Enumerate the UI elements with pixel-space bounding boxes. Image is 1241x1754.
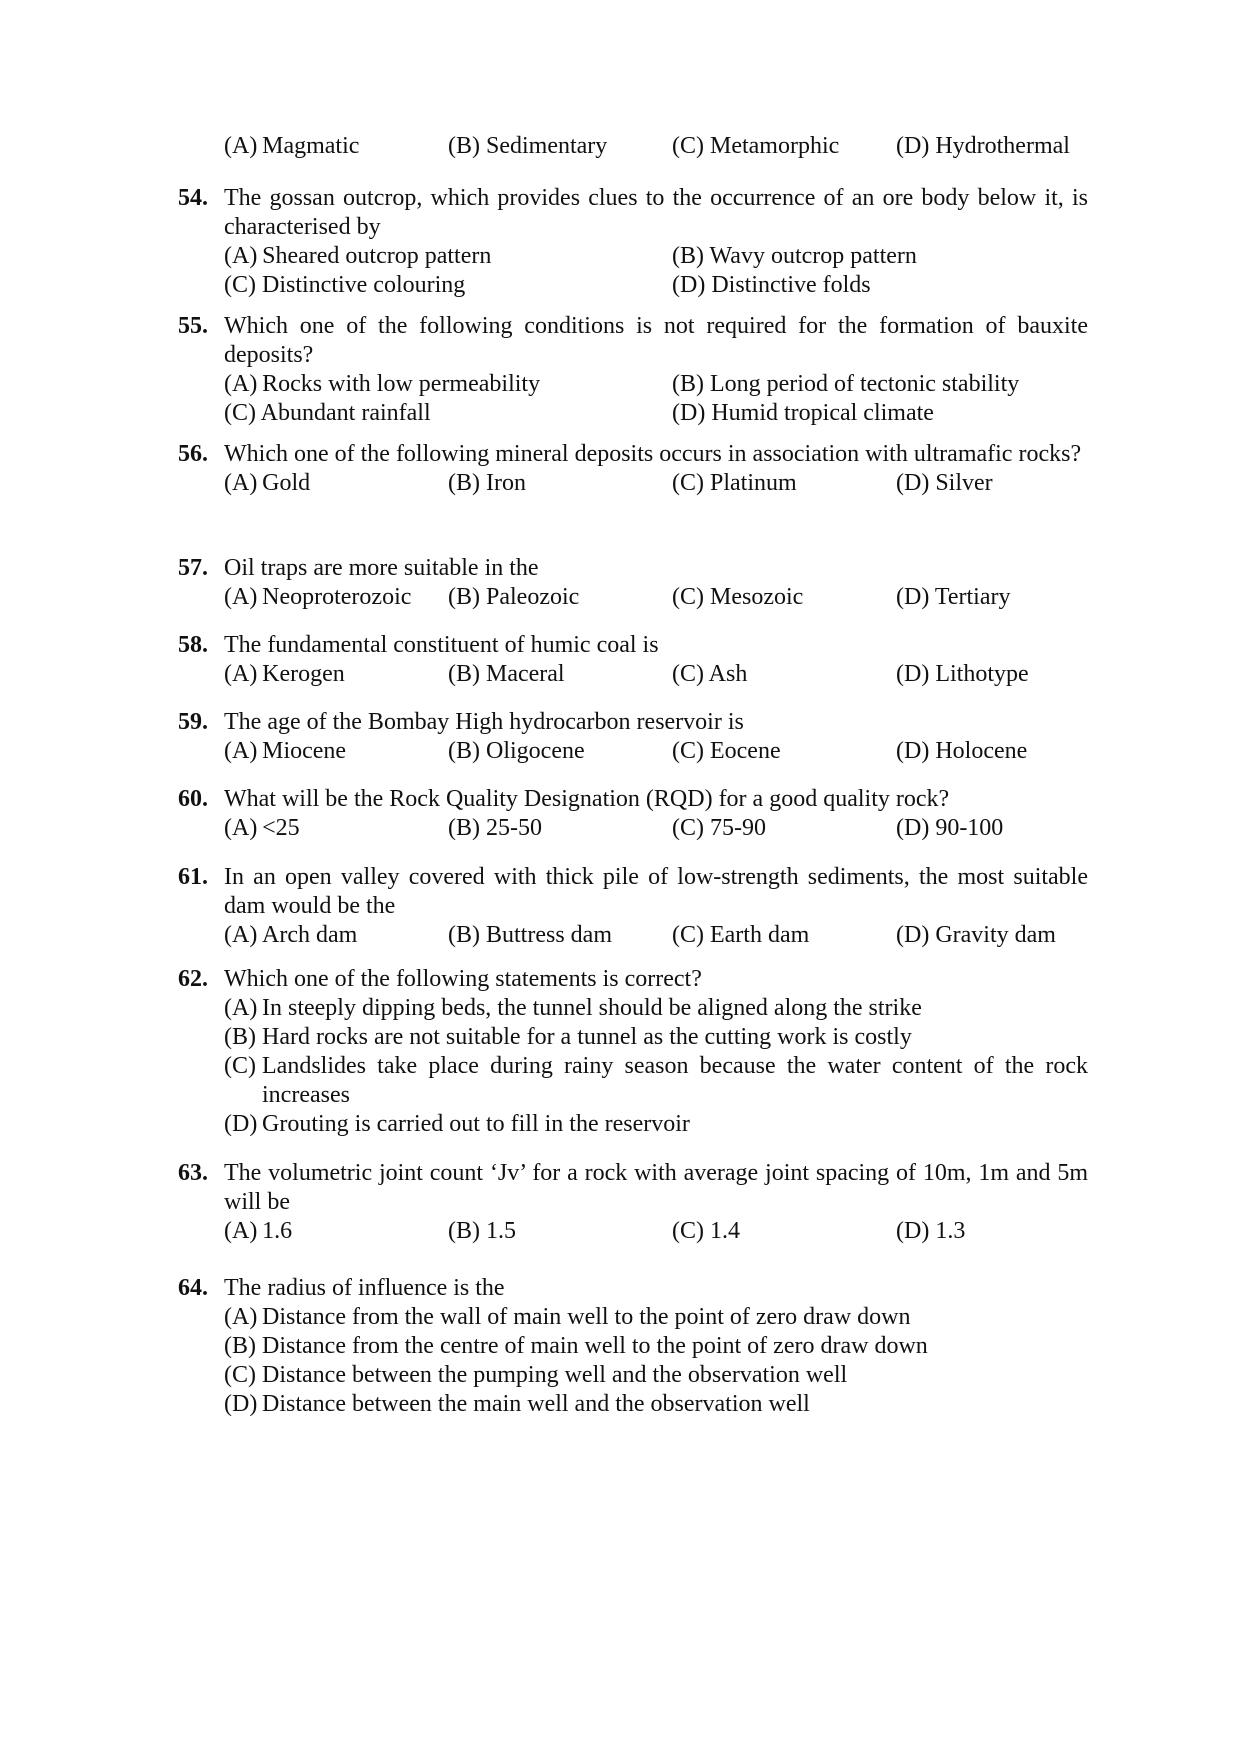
question-text: In an open valley covered with thick pile of low-strength sediments, the most suitable dam would be the <box>224 864 1088 919</box>
option-label: (D) <box>224 1111 258 1137</box>
question-59 <box>178 708 1088 766</box>
option-b: (B) Long period of tectonic stability <box>672 371 1020 397</box>
option-d: (D) Humid tropical climate <box>672 400 934 426</box>
question-text: Oil traps are more suitable in the <box>224 555 539 581</box>
question-text: Which one of the following mineral deposits occurs in association with ultramafic rocks? <box>224 441 1082 467</box>
question-number: 57. <box>178 555 208 581</box>
option-d: (D) Tertiary <box>896 584 1011 610</box>
option-d: (D) Distinctive folds <box>672 272 871 298</box>
option-a: (A) Magmatic <box>224 133 360 159</box>
question-56 <box>178 440 1088 498</box>
question-text: The age of the Bombay High hydrocarbon reservoir is <box>224 709 744 735</box>
question-text: Which one of the following conditions is not required for the formation of bauxite deposits? <box>224 313 1088 368</box>
option-a: (A) <25 <box>224 815 300 841</box>
option-b: (B) Sedimentary <box>448 133 608 159</box>
option-c: (C) 1.4 <box>672 1218 740 1244</box>
option-b: (B) Maceral <box>448 661 565 687</box>
option-label: (B) <box>224 1333 256 1359</box>
question-text: The gossan outcrop, which provides clues to the occurrence of an ore body below it, is characterised by <box>224 185 1088 240</box>
question-number: 60. <box>178 786 208 812</box>
option-text: Hard rocks are not suitable for a tunnel as the cutting work is costly <box>262 1024 912 1050</box>
option-label: (A) <box>224 995 258 1021</box>
option-c: (C) Distinctive colouring <box>224 272 466 298</box>
option-text: Distance between the pumping well and the observation well <box>262 1362 848 1388</box>
option-d: (D) Holocene <box>896 738 1028 764</box>
question-55 <box>178 312 1088 428</box>
option-text: Distance from the wall of main well to the point of zero draw down <box>262 1304 911 1330</box>
option-a: (A) Arch dam <box>224 922 358 948</box>
question-60 <box>178 785 1088 843</box>
option-b <box>224 1023 1088 1052</box>
option-c: (C) Ash <box>672 661 748 687</box>
option-b: (B) Buttress dam <box>448 922 612 948</box>
option-a: (A) Sheared outcrop pattern <box>224 243 492 269</box>
option-b: (B) Wavy outcrop pattern <box>672 243 917 269</box>
question-62 <box>178 965 1088 1139</box>
option-c: (C) 75-90 <box>672 815 766 841</box>
question-number: 54. <box>178 185 208 211</box>
question-number: 56. <box>178 441 208 467</box>
option-text: Landslides take place during rainy season because the water content of the rock increases <box>262 1053 1088 1108</box>
option-label: (A) <box>224 1304 258 1330</box>
question-text: Which one of the following statements is correct? <box>224 966 702 992</box>
option-c: (C) Platinum <box>672 470 797 496</box>
option-b: (B) Paleozoic <box>448 584 580 610</box>
question-64 <box>178 1274 1088 1419</box>
option-c <box>224 1052 1088 1110</box>
option-text: Distance from the centre of main well to the point of zero draw down <box>262 1333 928 1359</box>
question-number: 63. <box>178 1160 208 1186</box>
question-61 <box>178 863 1088 950</box>
question-number: 59. <box>178 709 208 735</box>
option-d: (D) Gravity dam <box>896 922 1056 948</box>
option-d: (D) Lithotype <box>896 661 1029 687</box>
option-text: Distance between the main well and the observation well <box>262 1391 810 1417</box>
question-number: 64. <box>178 1275 208 1301</box>
option-b: (B) Oligocene <box>448 738 585 764</box>
option-text: In steeply dipping beds, the tunnel should be aligned along the strike <box>262 995 922 1021</box>
option-a <box>224 1303 1088 1332</box>
question-number: 55. <box>178 313 208 339</box>
option-b: (B) 25-50 <box>448 815 542 841</box>
option-b <box>224 1332 1088 1361</box>
option-b: (B) 1.5 <box>448 1218 516 1244</box>
question-text: The fundamental constituent of humic coal is <box>224 632 659 658</box>
option-d: (D) 90-100 <box>896 815 1004 841</box>
question-53-options <box>178 132 1088 161</box>
option-d <box>224 1390 1088 1419</box>
option-c: (C) Earth dam <box>672 922 810 948</box>
option-d: (D) 1.3 <box>896 1218 966 1244</box>
option-label: (C) <box>224 1053 256 1079</box>
question-text: The radius of influence is the <box>224 1275 505 1301</box>
option-c: (C) Abundant rainfall <box>224 400 431 426</box>
question-text: The volumetric joint count ‘Jv’ for a rock with average joint spacing of 10m, 1m and 5m will be <box>224 1160 1088 1215</box>
option-d: (D) Silver <box>896 470 993 496</box>
option-a: (A) Rocks with low permeability <box>224 371 541 397</box>
option-c: (C) Eocene <box>672 738 781 764</box>
option-a <box>224 994 1088 1023</box>
option-text: Grouting is carried out to fill in the reservoir <box>262 1111 690 1137</box>
question-number: 58. <box>178 632 208 658</box>
option-d <box>224 1110 1088 1139</box>
question-57 <box>178 554 1088 612</box>
question-63 <box>178 1159 1088 1246</box>
option-a: (A) Kerogen <box>224 661 345 687</box>
option-b: (B) Iron <box>448 470 526 496</box>
option-d: (D) Hydrothermal <box>896 133 1070 159</box>
option-c <box>224 1361 1088 1390</box>
question-54 <box>178 184 1088 300</box>
question-58 <box>178 631 1088 689</box>
option-c: (C) Metamorphic <box>672 133 840 159</box>
question-number: 62. <box>178 966 208 992</box>
question-text: What will be the Rock Quality Designation (RQD) for a good quality rock? <box>224 786 950 812</box>
option-label: (B) <box>224 1024 256 1050</box>
option-a: (A) Miocene <box>224 738 347 764</box>
option-a: (A) 1.6 <box>224 1218 293 1244</box>
option-c: (C) Mesozoic <box>672 584 804 610</box>
question-number: 61. <box>178 864 208 890</box>
option-a: (A) Gold <box>224 470 311 496</box>
option-label: (D) <box>224 1391 258 1417</box>
option-label: (C) <box>224 1362 256 1388</box>
option-a: (A) Neoproterozoic <box>224 584 412 610</box>
